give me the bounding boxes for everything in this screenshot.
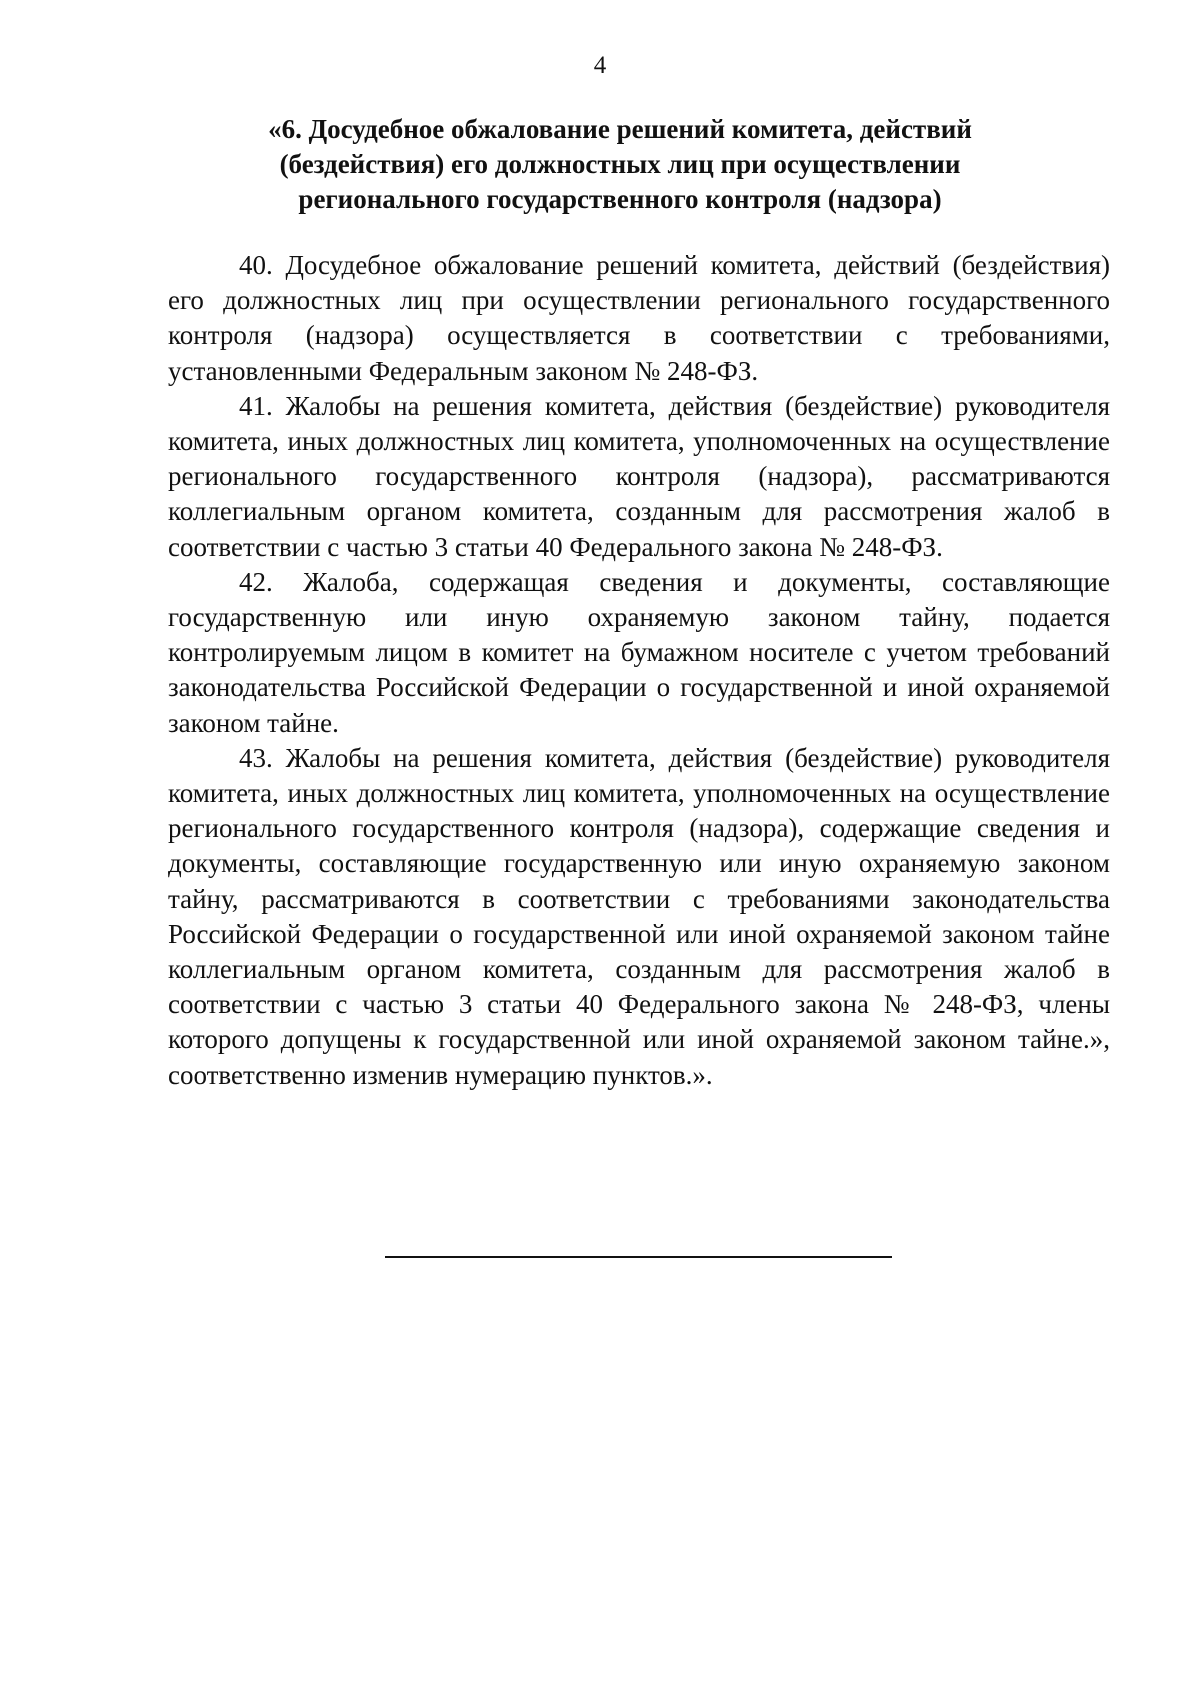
body-text bbox=[168, 248, 1110, 1093]
paragraph-42: 42. Жалоба, содержащая сведения и документы, составляющие государственную или иную охраняемую законом тайну, подается контролируемым лицом в комитет на бумажном носителе с учетом требований законодательства Российской Федерации о государственной и иной охраняемой законом тайне. bbox=[168, 566, 1110, 738]
section-heading-line-2: (бездействия) его должностных лиц при осуществлении bbox=[279, 149, 961, 179]
paragraph-43: 43. Жалобы на решения комитета, действия (бездействие) руководителя комитета, иных должностных лиц комитета, уполномоченных на осуществление регионального государственного контроля (надзора), содержащие сведения и документы, составляющие государственную или иную охраняемую законом тайну, рассматриваются в соответствии с требованиями законодательства Российской Федерации о государственной или иной охраняемой законом тайне коллегиальным органом комитета, созданным для рассмотрения жалоб в соответствии с частью 3 статьи 40 Федерального закона № 248-ФЗ, члены которого допущены к государственной или иной охраняемой законом тайне.», соответственно изменив нумерацию пунктов.». bbox=[168, 742, 1110, 1090]
paragraph-40: 40. Досудебное обжалование решений комитета, действий (бездействия) его должностных лиц при осуществлении регионального государственного контроля (надзора) осуществляется в соответствии с требованиями, установленными Федеральным законом № 248-ФЗ. bbox=[168, 250, 1110, 386]
section-heading-line-3: регионального государственного контроля (надзора) bbox=[298, 184, 942, 214]
section-heading bbox=[200, 112, 1040, 217]
section-heading-line-1: «6. Досудебное обжалование решений комитета, действий bbox=[268, 114, 972, 144]
paragraph-41: 41. Жалобы на решения комитета, действия (бездействие) руководителя комитета, иных должностных лиц комитета, уполномоченных на осуществление регионального государственного контроля (надзора), рассматриваются коллегиальным органом комитета, созданным для рассмотрения жалоб в соответствии с частью 3 статьи 40 Федерального закона № 248-ФЗ. bbox=[168, 390, 1110, 562]
end-divider bbox=[385, 1256, 892, 1258]
page-number: 4 bbox=[593, 52, 607, 79]
